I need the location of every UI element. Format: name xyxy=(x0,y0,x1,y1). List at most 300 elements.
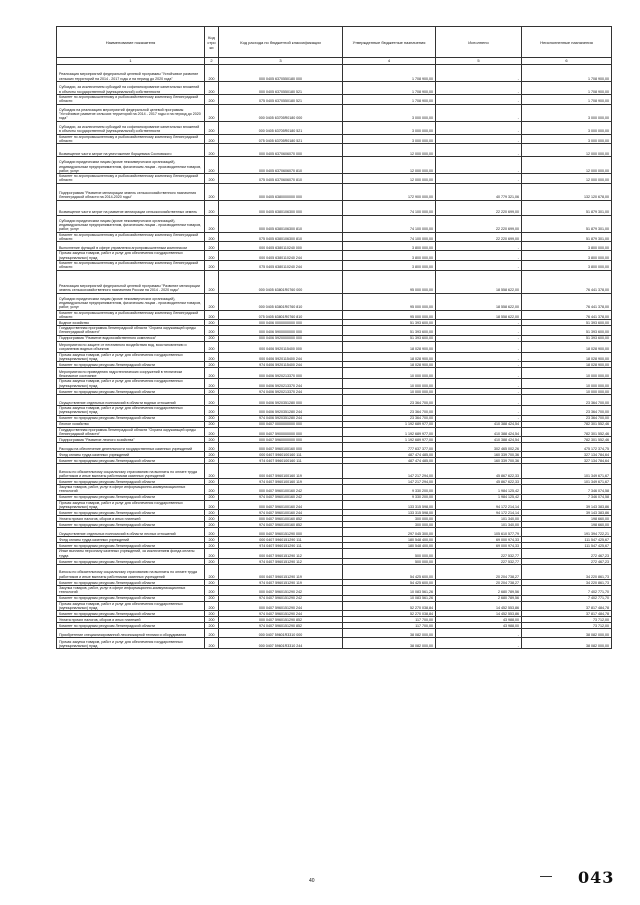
row-kbk: 000 0407 5960100160 000 xyxy=(219,443,343,452)
row-approved: 117 700,00 xyxy=(343,623,436,629)
row-code: 200 xyxy=(205,500,219,510)
row-approved: 18 028 900,00 xyxy=(343,352,436,362)
row-executed: 2 680 789,56 xyxy=(436,595,522,601)
report-sheet xyxy=(56,26,611,649)
row-unexecuted: 475 172 374,75 xyxy=(522,443,612,452)
row-executed: - xyxy=(436,341,522,352)
row-unexecuted: 327 134 784,64 xyxy=(522,458,612,464)
row-kbk: 000 0405 63801R0760 810 xyxy=(219,293,343,310)
table-row xyxy=(57,65,612,82)
row-code: 200 xyxy=(205,270,219,293)
row-approved: 54 425 600,00 xyxy=(343,564,436,579)
row-kbk: 000 0406 5920213370 000 xyxy=(219,368,343,379)
row-approved: 147 217 294,00 xyxy=(343,479,436,485)
row-unexecuted: 272 467,23 xyxy=(522,549,612,559)
row-kbk: 000 0407 5960151290 000 xyxy=(219,528,343,537)
table-row xyxy=(57,405,612,415)
row-approved: 3 000 000,00 xyxy=(343,134,436,144)
row-code: 200 xyxy=(205,494,219,500)
row-approved: 3 800 000,00 xyxy=(343,242,436,251)
row-name: Комитет по природным ресурсам Ленинградской области xyxy=(57,494,205,500)
row-code: 200 xyxy=(205,415,219,421)
row-name: Комитет по природным ресурсам Ленинградской области xyxy=(57,543,205,549)
row-code: 200 xyxy=(205,617,219,623)
column-number-row xyxy=(57,58,612,65)
row-unexecuted: 198 660,00 xyxy=(522,516,612,522)
row-code: 200 xyxy=(205,232,219,242)
row-name: Комитет по природным ресурсам Ленинградской области xyxy=(57,579,205,585)
row-executed: 43 988,00 xyxy=(436,617,522,623)
row-name: Иные выплаты персоналу казенных учреждений, за исключением фонда оплаты труда xyxy=(57,549,205,559)
row-kbk: 075 0405 6380110240 244 xyxy=(219,260,343,270)
footer-dash xyxy=(540,876,552,877)
row-code: 200 xyxy=(205,215,219,232)
row-executed: - xyxy=(436,144,522,157)
row-kbk: 974 0407 5960151290 111 xyxy=(219,543,343,549)
row-kbk: 000 0405 6380110240 000 xyxy=(219,242,343,251)
table-row xyxy=(57,368,612,379)
row-approved: 9 330 200,00 xyxy=(343,494,436,500)
row-approved: 38 082 000,00 xyxy=(343,638,436,649)
row-code: 200 xyxy=(205,104,219,121)
table-row xyxy=(57,174,612,184)
row-executed: 18 558 622,00 xyxy=(436,270,522,293)
row-executed: 1 984 125,42 xyxy=(436,485,522,495)
row-code: 200 xyxy=(205,362,219,368)
row-kbk: 000 0407 0000000000 000 xyxy=(219,421,343,427)
row-unexecuted: 18 028 900,00 xyxy=(522,341,612,352)
table-row xyxy=(57,326,612,336)
row-name: Комитет по агропромышленному и рыбохозяйственному комплексу Ленинградской области xyxy=(57,260,205,270)
row-code: 200 xyxy=(205,95,219,105)
row-name: Субсидии, за исключением субсидий на софинансирование капитальных вложений в объекты государственной (муниципальной) собственности xyxy=(57,121,205,134)
page-number: 40 xyxy=(309,878,315,884)
row-name: Комитет по агропромышленному и рыбохозяйственному комплексу Ленинградской области xyxy=(57,310,205,320)
row-code: 200 xyxy=(205,82,219,95)
row-approved: 1 708 900,00 xyxy=(343,65,436,82)
row-unexecuted: 18 028 900,00 xyxy=(522,362,612,368)
row-unexecuted: 51 879 301,00 xyxy=(522,200,612,215)
table-row xyxy=(57,394,612,405)
row-code: 200 xyxy=(205,260,219,270)
table-row xyxy=(57,215,612,232)
row-kbk: 000 0406 5920115400 000 xyxy=(219,341,343,352)
row-unexecuted: 76 441 378,00 xyxy=(522,293,612,310)
row-approved: 147 217 294,00 xyxy=(343,464,436,479)
row-code: 200 xyxy=(205,452,219,458)
row-executed: 18 558 622,00 xyxy=(436,310,522,320)
row-name: Комитет по агропромышленному и рыбохозяйственному комплексу Ленинградской области xyxy=(57,95,205,105)
row-approved: 3 800 000,00 xyxy=(343,260,436,270)
row-name: Осуществление отдельных полномочий в области лесных отношений xyxy=(57,528,205,537)
row-approved: 95 000 000,00 xyxy=(343,310,436,320)
row-approved: 74 100 000,00 xyxy=(343,232,436,242)
row-executed: 20 204 738,27 xyxy=(436,579,522,585)
row-name: Возмещение части затрат на развитие мелиорации сельскохозяйственных земель xyxy=(57,200,205,215)
row-kbk: 000 0405 6380110240 244 xyxy=(219,251,343,261)
row-name: Комитет по природным ресурсам Ленинградской области xyxy=(57,595,205,601)
row-kbk: 000 0405 6370550180 000 xyxy=(219,65,343,82)
row-code: 200 xyxy=(205,242,219,251)
row-kbk: 000 0407 59601R3310 000 xyxy=(219,629,343,638)
row-executed: - xyxy=(436,379,522,389)
row-code: 200 xyxy=(205,200,219,215)
table-row xyxy=(57,134,612,144)
row-name: Комитет по природным ресурсам Ленинградской области xyxy=(57,522,205,528)
row-approved: 3 800 000,00 xyxy=(343,251,436,261)
row-executed: 2 680 789,56 xyxy=(436,585,522,595)
row-name: Прочая закупка товаров, работ и услуг для обеспечения государственных (муниципальных) нужд xyxy=(57,638,205,649)
row-code: 200 xyxy=(205,638,219,649)
row-name: Лесное хозяйство xyxy=(57,421,205,427)
row-name: Подпрограмма "Развитие водохозяйственного комплекса" xyxy=(57,335,205,341)
row-approved: 38 082 000,00 xyxy=(343,629,436,638)
row-approved: 52 270 038,84 xyxy=(343,611,436,617)
row-kbk: 000 0407 5960151290 242 xyxy=(219,585,343,595)
row-unexecuted: 782 301 552,46 xyxy=(522,427,612,437)
row-kbk: 974 0406 5920213370 244 xyxy=(219,388,343,394)
column-number: 3 xyxy=(219,58,343,65)
row-executed: 14 452 553,86 xyxy=(436,611,522,617)
table-row xyxy=(57,601,612,611)
row-approved: 23 364 700,00 xyxy=(343,405,436,415)
budget-execution-table xyxy=(56,26,612,649)
row-executed: 410 388 424,54 xyxy=(436,427,522,437)
row-name: Прочая закупка товаров, работ и услуг для обеспечения государственных (муниципальных) нужд xyxy=(57,500,205,510)
row-executed: - xyxy=(436,335,522,341)
row-kbk: 000 0406 0000000000 000 xyxy=(219,320,343,326)
row-executed: 227 532,77 xyxy=(436,558,522,564)
row-unexecuted: 37 817 484,78 xyxy=(522,601,612,611)
table-row xyxy=(57,443,612,452)
row-kbk: 000 0407 5960100160 242 xyxy=(219,485,343,495)
row-kbk: 000 0406 5920351280 244 xyxy=(219,405,343,415)
table-row xyxy=(57,528,612,537)
row-unexecuted: 10 000 000,00 xyxy=(522,379,612,389)
row-name: Прочая закупка товаров, работ и услуг для обеспечения государственных (муниципальных) нужд xyxy=(57,352,205,362)
column-number: 4 xyxy=(343,58,436,65)
row-kbk: 075 0405 6370550180 521 xyxy=(219,95,343,105)
row-approved: 1 708 900,00 xyxy=(343,82,436,95)
row-name: Уплата прочих налогов, сборов и иных платежей xyxy=(57,617,205,623)
table-row xyxy=(57,352,612,362)
row-approved: 3 000 000,00 xyxy=(343,104,436,121)
row-name: Государственная программа Ленинградской области "Охрана окружающей среды Ленинградской области" xyxy=(57,427,205,437)
row-approved: 9 330 200,00 xyxy=(343,485,436,495)
header-unexecuted: Неисполненные назначения xyxy=(522,27,612,58)
row-unexecuted: 3 000 000,00 xyxy=(522,134,612,144)
row-kbk: 000 0406 5920115400 244 xyxy=(219,352,343,362)
row-approved: 777 637 377,00 xyxy=(343,443,436,452)
table-row xyxy=(57,564,612,579)
row-name: Подпрограмма "Развитие мелиорации земель сельскохозяйственного назначения Ленинградской области на 2014-2020 годы" xyxy=(57,183,205,200)
row-name: Субсидии юридическим лицам (кроме некоммерческих организаций), индивидуальным предпринимателям, физическим лицам - производителям товаров, работ, услуг xyxy=(57,215,205,232)
row-executed: 22 220 699,00 xyxy=(436,215,522,232)
row-approved: 1 192 689 977,00 xyxy=(343,427,436,437)
row-name: Прочая закупка товаров, работ и услуг для обеспечения государственных (муниципальных) нужд xyxy=(57,251,205,261)
row-executed: - xyxy=(436,394,522,405)
row-name: Реализация мероприятий федеральной целевой программы "Устойчивое развитие сельских территорий на 2014 - 2017 годы и на период до 2020 года" xyxy=(57,65,205,82)
row-unexecuted: 12 000 000,00 xyxy=(522,144,612,157)
row-unexecuted: 39 143 383,86 xyxy=(522,510,612,516)
row-code: 200 xyxy=(205,464,219,479)
row-approved: 3 000 000,00 xyxy=(343,121,436,134)
row-code: 200 xyxy=(205,543,219,549)
table-row xyxy=(57,464,612,479)
row-unexecuted: 76 441 378,00 xyxy=(522,310,612,320)
row-name: Закупка товаров, работ, услуг в сфере информационно-коммуникационных технологий xyxy=(57,585,205,595)
row-name: Взносы по обязательному социальному страхованию на выплаты по оплате труда работников и иные выплаты работникам казенных учреждений xyxy=(57,464,205,479)
row-executed: - xyxy=(436,174,522,184)
row-approved: 95 000 000,00 xyxy=(343,293,436,310)
row-executed: 45 867 622,33 xyxy=(436,464,522,479)
row-code: 200 xyxy=(205,121,219,134)
header-executed: Исполнено xyxy=(436,27,522,58)
row-code: 200 xyxy=(205,394,219,405)
row-executed: 45 867 622,33 xyxy=(436,479,522,485)
row-executed: - xyxy=(436,260,522,270)
row-name: Взносы по обязательному социальному страхованию на выплаты по оплате труда работников и иные выплаты работникам казенных учреждений xyxy=(57,564,205,579)
row-approved: 52 270 038,84 xyxy=(343,601,436,611)
row-approved: 300 000,00 xyxy=(343,522,436,528)
row-approved: 300 000,00 xyxy=(343,516,436,522)
row-unexecuted: 1 708 900,00 xyxy=(522,82,612,95)
header-code: Код стро ки xyxy=(205,27,219,58)
row-code: 200 xyxy=(205,352,219,362)
row-executed: - xyxy=(436,368,522,379)
row-kbk: 000 0407 5960151290 244 xyxy=(219,601,343,611)
row-kbk: 000 0407 5960151290 111 xyxy=(219,537,343,543)
row-executed: 410 388 424,54 xyxy=(436,437,522,443)
row-unexecuted: 23 364 700,00 xyxy=(522,405,612,415)
table-row xyxy=(57,549,612,559)
row-kbk: 000 0407 5960100160 244 xyxy=(219,500,343,510)
row-code: 200 xyxy=(205,251,219,261)
row-executed: - xyxy=(436,638,522,649)
row-name: Осуществление отдельных полномочий в области водных отношений xyxy=(57,394,205,405)
row-approved: 23 364 700,00 xyxy=(343,415,436,421)
row-unexecuted: 3 800 000,00 xyxy=(522,260,612,270)
row-approved: 1 192 689 977,00 xyxy=(343,437,436,443)
row-name: Возмещение части затрат на уничтожение борщевика Сосновского xyxy=(57,144,205,157)
row-name: Мероприятия по защите от негативного воздействия вод, восстановлению и сохранению водных объектов xyxy=(57,341,205,352)
table-row xyxy=(57,379,612,389)
row-name: Комитет по природным ресурсам Ленинградской области xyxy=(57,388,205,394)
row-executed: 160 339 700,36 xyxy=(436,452,522,458)
row-approved: 18 028 900,00 xyxy=(343,362,436,368)
row-code: 200 xyxy=(205,405,219,415)
row-kbk: 974 0407 5960151290 112 xyxy=(219,558,343,564)
row-code: 200 xyxy=(205,335,219,341)
row-kbk: 000 0405 6380106300 810 xyxy=(219,215,343,232)
table-row xyxy=(57,341,612,352)
row-executed: 22 220 699,00 xyxy=(436,232,522,242)
row-approved: 487 474 485,00 xyxy=(343,452,436,458)
row-code: 200 xyxy=(205,443,219,452)
row-kbk: 000 0405 6380106300 000 xyxy=(219,200,343,215)
row-name: Прочая закупка товаров, работ и услуг для обеспечения государственных (муниципальных) нужд xyxy=(57,405,205,415)
row-kbk: 075 0405 63705R0180 521 xyxy=(219,134,343,144)
column-number: 1 xyxy=(57,58,205,65)
row-kbk: 000 0407 5960100160 119 xyxy=(219,464,343,479)
table-row xyxy=(57,104,612,121)
row-code: 200 xyxy=(205,421,219,427)
row-name: Реализация мероприятий федеральной целевой программы "Развитие мелиорации земель сельскохозяйственного назначения России на 2014 - 2020 годы" xyxy=(57,270,205,293)
row-kbk: 974 0407 5960151290 244 xyxy=(219,611,343,617)
row-unexecuted: 76 441 378,00 xyxy=(522,270,612,293)
header-kbk: Код расхода по бюджетной классификации xyxy=(219,27,343,58)
row-kbk: 075 0405 63801R0760 810 xyxy=(219,310,343,320)
row-name: Комитет по природным ресурсам Ленинградской области xyxy=(57,362,205,368)
row-code: 200 xyxy=(205,427,219,437)
row-name: Комитет по природным ресурсам Ленинградской области xyxy=(57,623,205,629)
row-name: Фонд оплаты труда казенных учреждений xyxy=(57,452,205,458)
row-code: 200 xyxy=(205,183,219,200)
row-name: Закупка товаров, работ, услуг в сфере информационно-коммуникационных технологий xyxy=(57,485,205,495)
row-unexecuted: 38 082 000,00 xyxy=(522,638,612,649)
row-code: 200 xyxy=(205,379,219,389)
row-approved: 23 364 700,00 xyxy=(343,394,436,405)
row-kbk: 000 0407 5960151290 852 xyxy=(219,617,343,623)
column-number: 2 xyxy=(205,58,219,65)
row-approved: 10 083 561,26 xyxy=(343,595,436,601)
row-code: 200 xyxy=(205,458,219,464)
row-executed: - xyxy=(436,320,522,326)
row-executed: 1 984 125,42 xyxy=(436,494,522,500)
row-unexecuted: 3 000 000,00 xyxy=(522,104,612,121)
row-code: 200 xyxy=(205,320,219,326)
row-unexecuted: 7 402 771,70 xyxy=(522,595,612,601)
row-unexecuted: 38 082 000,00 xyxy=(522,629,612,638)
row-code: 200 xyxy=(205,629,219,638)
row-executed: - xyxy=(436,405,522,415)
row-code: 200 xyxy=(205,326,219,336)
row-approved: 180 548 400,00 xyxy=(343,543,436,549)
column-number: 5 xyxy=(436,58,522,65)
row-unexecuted: 7 346 074,58 xyxy=(522,494,612,500)
table-row xyxy=(57,427,612,437)
table-row xyxy=(57,121,612,134)
row-unexecuted: 10 000 000,00 xyxy=(522,368,612,379)
row-code: 200 xyxy=(205,341,219,352)
row-name: Комитет по природным ресурсам Ленинградской области xyxy=(57,611,205,617)
row-unexecuted: 132 120 678,00 xyxy=(522,183,612,200)
row-executed: - xyxy=(436,326,522,336)
row-approved: 95 000 000,00 xyxy=(343,270,436,293)
table-row xyxy=(57,270,612,293)
row-unexecuted: 272 467,23 xyxy=(522,558,612,564)
row-unexecuted: 37 817 484,78 xyxy=(522,611,612,617)
row-name: Прочая закупка товаров, работ и услуг для обеспечения государственных (муниципальных) нужд xyxy=(57,601,205,611)
row-name: Уплата прочих налогов, сборов и иных платежей xyxy=(57,516,205,522)
row-name: Приобретение специализированной лесопожарной техники и оборудования xyxy=(57,629,205,638)
row-kbk: 974 0407 5960100160 242 xyxy=(219,494,343,500)
row-name: Субсидия на реализацию мероприятий федеральной целевой программы "Устойчивое развитие сельских территорий на 2014 - 2017 годы и на период до 2020 года" xyxy=(57,104,205,121)
row-name: Подпрограмма "Развитие лесного хозяйства" xyxy=(57,437,205,443)
row-executed: - xyxy=(436,352,522,362)
row-executed: 160 339 700,36 xyxy=(436,458,522,464)
header-name: Наименование показателя xyxy=(57,27,205,58)
row-approved: 500 000,00 xyxy=(343,549,436,559)
row-executed: 101 340,00 xyxy=(436,516,522,522)
margin-page-mark: 043 xyxy=(578,868,615,887)
row-unexecuted: 23 364 700,00 xyxy=(522,394,612,405)
row-unexecuted: 3 000 000,00 xyxy=(522,121,612,134)
row-unexecuted: 12 000 000,00 xyxy=(522,174,612,184)
row-unexecuted: 73 712,00 xyxy=(522,623,612,629)
table-row xyxy=(57,500,612,510)
row-kbk: 974 0407 5960151290 852 xyxy=(219,623,343,629)
row-name: Комитет по природным ресурсам Ленинградской области xyxy=(57,479,205,485)
row-name: Комитет по природным ресурсам Ленинградской области xyxy=(57,458,205,464)
row-unexecuted: 1 708 900,00 xyxy=(522,65,612,82)
row-kbk: 974 0407 5960100160 119 xyxy=(219,479,343,485)
row-unexecuted: 782 301 552,46 xyxy=(522,437,612,443)
row-kbk: 000 0407 5960100160 852 xyxy=(219,516,343,522)
table-row xyxy=(57,82,612,95)
row-code: 200 xyxy=(205,516,219,522)
table-row xyxy=(57,485,612,495)
row-name: Фонд оплаты труда казенных учреждений xyxy=(57,537,205,543)
row-kbk: 974 0406 5920351280 244 xyxy=(219,415,343,421)
row-unexecuted: 7 402 771,70 xyxy=(522,585,612,595)
row-executed: - xyxy=(436,415,522,421)
row-kbk: 974 0407 5960100160 244 xyxy=(219,510,343,516)
row-unexecuted: 34 220 861,73 xyxy=(522,579,612,585)
row-unexecuted: 327 134 784,64 xyxy=(522,452,612,458)
row-name: Прочая закупка товаров, работ и услуг для обеспечения государственных (муниципальных) нужд xyxy=(57,379,205,389)
row-kbk: 000 0406 5920351280 000 xyxy=(219,394,343,405)
row-code: 200 xyxy=(205,595,219,601)
row-unexecuted: 51 393 600,00 xyxy=(522,326,612,336)
row-unexecuted: 111 547 425,67 xyxy=(522,537,612,543)
row-approved: 1 708 900,00 xyxy=(343,95,436,105)
row-kbk: 974 0407 5960100160 852 xyxy=(219,522,343,528)
row-code: 200 xyxy=(205,157,219,174)
row-kbk: 000 0405 63801R0760 000 xyxy=(219,270,343,293)
row-code: 200 xyxy=(205,293,219,310)
row-approved: 10 083 561,26 xyxy=(343,585,436,595)
row-name: Комитет по агропромышленному и рыбохозяйственному комплексу Ленинградской области xyxy=(57,134,205,144)
row-kbk: 000 0407 5960000000 000 xyxy=(219,437,343,443)
row-name: Водное хозяйство xyxy=(57,320,205,326)
row-approved: 51 393 600,00 xyxy=(343,326,436,336)
row-approved: 10 000 000,00 xyxy=(343,368,436,379)
row-unexecuted: 39 143 383,86 xyxy=(522,500,612,510)
row-executed: 410 388 424,54 xyxy=(436,421,522,427)
row-approved: 297 045 300,00 xyxy=(343,528,436,537)
row-unexecuted: 34 220 861,73 xyxy=(522,564,612,579)
row-unexecuted: 7 346 074,58 xyxy=(522,485,612,495)
row-approved: 12 000 000,00 xyxy=(343,144,436,157)
row-executed: 18 558 622,00 xyxy=(436,293,522,310)
row-executed: 22 220 699,00 xyxy=(436,200,522,215)
row-executed: - xyxy=(436,134,522,144)
table-row xyxy=(57,251,612,261)
table-row xyxy=(57,585,612,595)
table-row xyxy=(57,232,612,242)
row-kbk: 075 0405 6370606070 810 xyxy=(219,174,343,184)
row-approved: 133 315 598,00 xyxy=(343,510,436,516)
row-code: 200 xyxy=(205,601,219,611)
table-row xyxy=(57,638,612,649)
row-executed: 94 172 214,14 xyxy=(436,500,522,510)
row-code: 200 xyxy=(205,623,219,629)
row-approved: 74 100 000,00 xyxy=(343,215,436,232)
row-approved: 500 000,00 xyxy=(343,558,436,564)
row-code: 200 xyxy=(205,510,219,516)
row-kbk: 000 0405 63705R0180 521 xyxy=(219,121,343,134)
